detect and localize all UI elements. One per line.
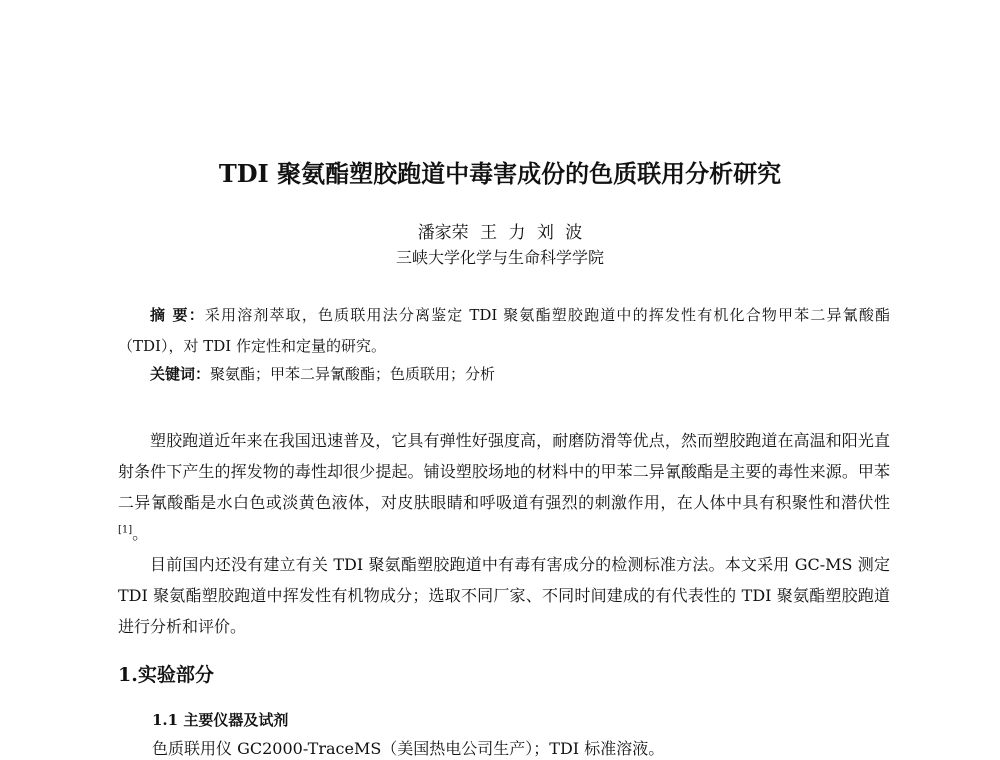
keywords	[150, 363, 890, 384]
paper-title: TDI 聚氨酯塑胶跑道中毒害成份的色质联用分析研究	[218, 159, 782, 188]
abstract-text: 采用溶剂萃取，色质联用法分离鉴定 TDI 聚氨酯塑胶跑道中的挥发性有机化合物甲苯二异氰酸酯（TDI），对 TDI 作定性和定量的研究。	[118, 306, 890, 355]
author-list: 潘家荣 王 力 刘 波	[417, 223, 583, 243]
section-heading-experimental: 1.实验部分	[118, 664, 214, 686]
keywords-label: 关键词：	[150, 365, 211, 383]
intro-paragraph-1-text: 塑胶跑道近年来在我国迅速普及，它具有弹性好强度高，耐磨防滑等优点，然而塑胶跑道在高温和阳光直射条件下产生的挥发物的毒性却很少提起。铺设塑胶场地的材料中的甲苯二异氰酸酯是主要的毒性来源。甲苯二异氰酸酯是水白色或淡黄色液体，对皮肤眼睛和呼吸道有强烈的刺激作用，在人体中具有积聚性和潜伏性	[118, 431, 890, 512]
intro-paragraph-1-end: 。	[132, 524, 149, 543]
instrument-description: 色质联用仪 GC2000-TraceMS（美国热电公司生产）；TDI 标准溶液。	[152, 739, 665, 758]
subsection-heading-instruments: 1.1 主要仪器及试剂	[152, 711, 289, 729]
keywords-text: 聚氨酯；甲苯二异氰酸酯；色质联用；分析	[210, 365, 496, 383]
abstract-label: 摘 要：	[150, 306, 205, 324]
abstract	[118, 300, 890, 362]
author-affiliation: 三峡大学化学与生命科学学院	[395, 248, 604, 267]
intro-paragraph-1	[118, 425, 890, 549]
intro-paragraph-2: 目前国内还没有建立有关 TDI 聚氨酯塑胶跑道中有毒有害成分的检测标准方法。本文采用 GC-MS 测定 TDI 聚氨酯塑胶跑道中挥发性有机物成分；选取不同厂家、不同时间建成的有代表性的 TDI 聚氨酯塑胶跑道进行分析和评价。	[118, 555, 890, 636]
citation-reference: [1]	[118, 524, 133, 536]
